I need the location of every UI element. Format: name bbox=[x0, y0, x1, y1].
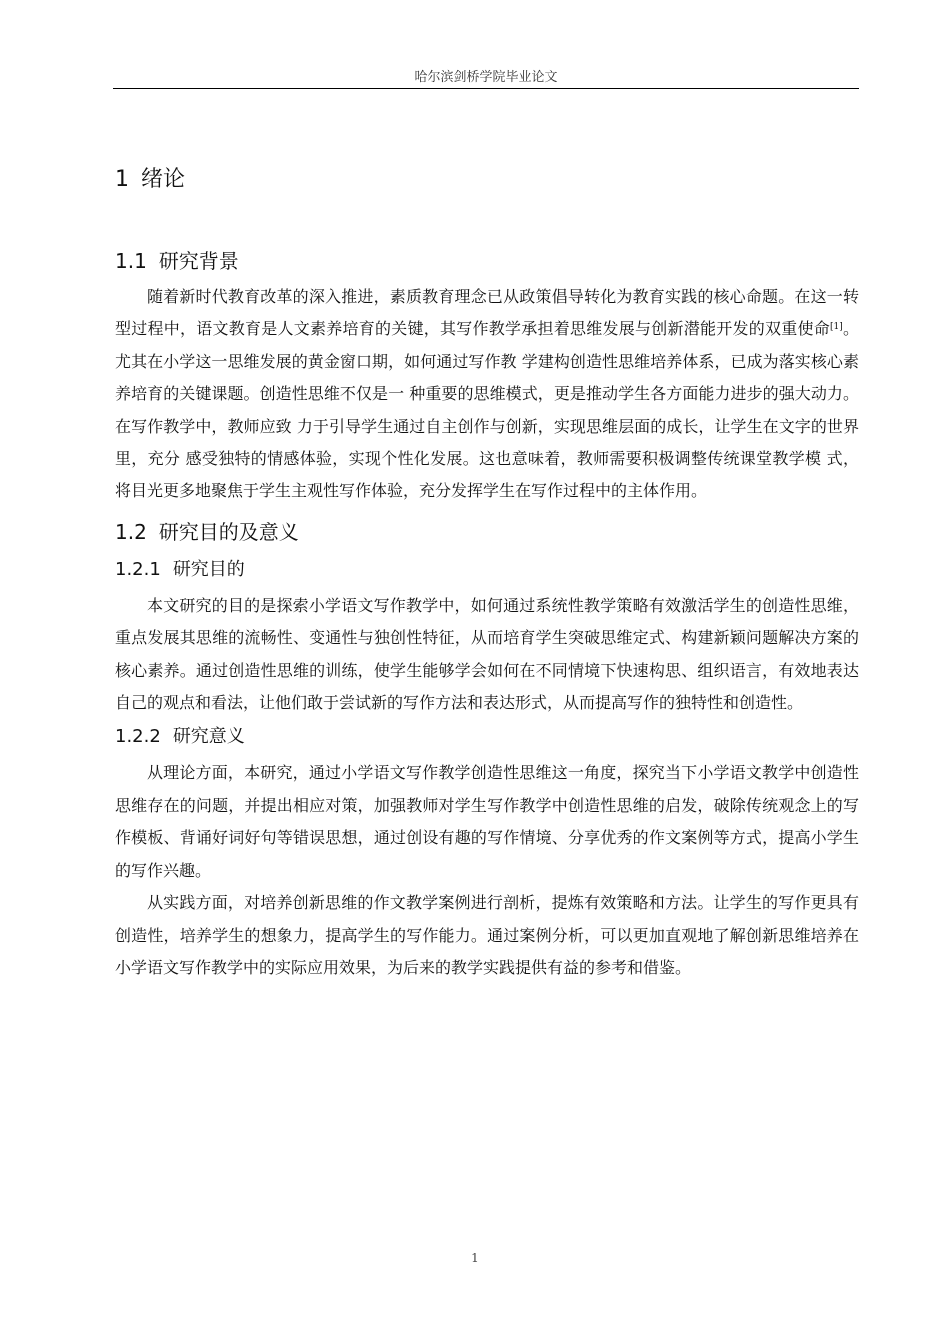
chapter-number: 1 bbox=[115, 167, 129, 192]
subsection-heading-1-2-1 bbox=[115, 552, 859, 588]
chapter-title: 绪论 bbox=[141, 167, 186, 192]
section-heading-1-1 bbox=[115, 243, 859, 279]
section-number: 1.2 bbox=[115, 519, 147, 544]
paragraph-purpose: 本文研究的目的是探索小学语文写作教学中，如何通过系统性教学策略有效激活学生的创造性思维，重点发展其思维的流畅性、变通性与独创性特征，从而培育学生突破思维定式、构建新颖问题解决方案的核心素养。通过创造性思维的训练，使学生能够学会如何在不同情境下快速构思、组织语言，有效地表达自己的观点和看法，让他们敢于尝试新的写作方法和表达形式，从而提高写作的独特性和创造性。 bbox=[115, 595, 859, 713]
subsection-title: 研究目的 bbox=[172, 558, 245, 580]
section-heading-1-2 bbox=[115, 514, 859, 550]
section-number: 1.1 bbox=[115, 249, 147, 273]
subsection-heading-1-2-2 bbox=[115, 719, 859, 755]
paragraph-text: 。尤其在小学这一思维发展的黄金窗口期，如何通过写作教 学建构创造性思维培养体系，已成为落实核心素养培育的关键课题。创造性思维不仅是一 种重要的思维模式，更是推动学生各方面能力进步的强大动力。在写作教学中，教师应致 力于引导学生通过自主创作与创新，实现思维层面的成长，让学生在文字的世界里，充分 感受独特的情感体验，实现个性化发展。这也意味着，教师需要积极调整传统课堂教学模 式，将目光更多地聚焦于学生主观性写作体验，充分发挥学生在写作过程中的主体作用。 bbox=[115, 319, 859, 501]
paragraph-significance-practice: 从实践方面，对培养创新思维的作文教学案例进行剖析，提炼有效策略和方法。让学生的写作更具有创造性，培养学生的想象力，提高学生的写作能力。通过案例分析，可以更加直观地了解创新思维培养在小学语文写作教学中的实际应用效果，为后来的教学实践提供有益的参考和借鉴。 bbox=[115, 893, 859, 977]
subsection-number: 1.2.2 bbox=[115, 726, 161, 748]
subsection-title: 研究意义 bbox=[172, 726, 245, 748]
page-number: 1 bbox=[471, 1251, 479, 1265]
chapter-heading bbox=[115, 160, 859, 200]
subsection-number: 1.2.1 bbox=[115, 558, 161, 580]
paragraph-background bbox=[115, 281, 859, 508]
citation-marker: [1] bbox=[829, 322, 843, 333]
running-header: 哈尔滨剑桥学院毕业论文 bbox=[414, 70, 558, 85]
header-rule bbox=[113, 88, 859, 89]
paragraph-text: 随着新时代教育改革的深入推进，素质教育理念已从政策倡导转化为教育实践的核心命题。在这一转型过程中，语文教育是人文素养培育的关键，其写作教学承担着思维发展与创新潜能开发的双重使命 bbox=[115, 287, 859, 339]
paragraph-significance-theory: 从理论方面，本研究，通过小学语文写作教学创造性思维这一角度，探究当下小学语文教学中创造性思维存在的问题，并提出相应对策，加强教师对学生写作教学中创造性思维的启发，破除传统观念上的写作模板、背诵好词好句等错误思想，通过创设有趣的写作情境、分享优秀的作文案例等方式，提高小学生的写作兴趣。 bbox=[115, 763, 859, 880]
paper-body bbox=[115, 160, 859, 984]
section-title: 研究目的及意义 bbox=[158, 519, 299, 544]
section-title: 研究背景 bbox=[158, 249, 239, 273]
